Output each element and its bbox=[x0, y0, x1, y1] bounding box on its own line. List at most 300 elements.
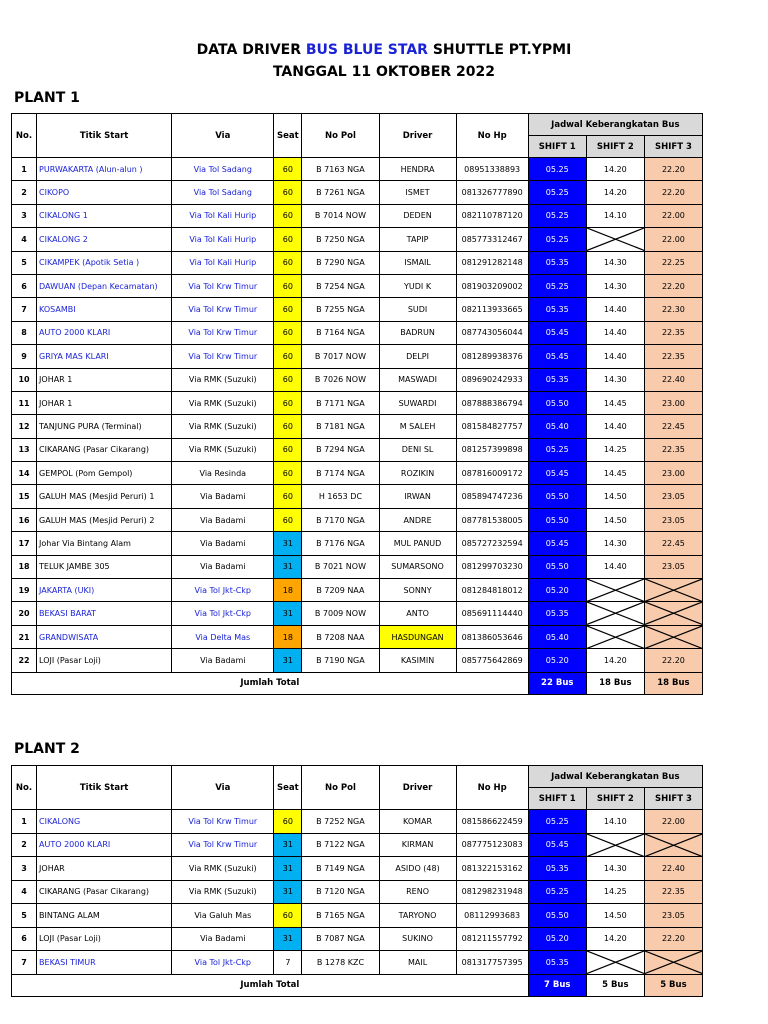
seat-count: 60 bbox=[274, 438, 302, 461]
shift2-time: 14.20 bbox=[586, 927, 644, 951]
route-via: Via Tol Kali Hurip bbox=[172, 251, 274, 274]
start-point: GALUH MAS (Mesjid Peruri) 2 bbox=[37, 508, 172, 531]
route-via: Via Tol Krw Timur bbox=[172, 321, 274, 344]
shift2-time: 14.20 bbox=[586, 649, 644, 672]
seat-count: 18 bbox=[274, 625, 302, 648]
shift1-time: 05.50 bbox=[528, 485, 586, 508]
start-point: CIKAMPEK (Apotik Setia ) bbox=[37, 251, 172, 274]
cross-icon bbox=[645, 626, 702, 648]
cross-icon bbox=[645, 602, 702, 624]
start-point: AUTO 2000 KLARI bbox=[37, 321, 172, 344]
start-point: CIKALONG bbox=[37, 810, 172, 834]
row-number: 13 bbox=[12, 438, 37, 461]
plate-number: B 7209 NAA bbox=[302, 579, 379, 602]
route-via: Via RMK (Suzuki) bbox=[172, 368, 274, 391]
seat-count: 60 bbox=[274, 904, 302, 928]
row-number: 2 bbox=[12, 833, 37, 857]
seat-count: 60 bbox=[274, 181, 302, 204]
start-point: CIKOPO bbox=[37, 181, 172, 204]
col-header-seat: Seat bbox=[274, 114, 302, 158]
plate-number: B 7190 NGA bbox=[302, 649, 379, 672]
seat-count: 60 bbox=[274, 274, 302, 297]
seat-count: 31 bbox=[274, 532, 302, 555]
phone-number: 081586622459 bbox=[456, 810, 528, 834]
col-header-start: Titik Start bbox=[37, 114, 172, 158]
route-via: Via Tol Krw Timur bbox=[172, 298, 274, 321]
shift3-time: 23.05 bbox=[644, 485, 702, 508]
phone-number: 085727232594 bbox=[456, 532, 528, 555]
seat-count: 60 bbox=[274, 251, 302, 274]
col-header-start: Titik Start bbox=[37, 766, 172, 810]
seat-count: 60 bbox=[274, 368, 302, 391]
row-number: 5 bbox=[12, 904, 37, 928]
shift1-time: 05.45 bbox=[528, 833, 586, 857]
table-row bbox=[12, 181, 703, 204]
row-number: 7 bbox=[12, 298, 37, 321]
phone-number: 085773312467 bbox=[456, 228, 528, 251]
phone-number: 082113933665 bbox=[456, 298, 528, 321]
row-number: 18 bbox=[12, 555, 37, 578]
seat-count: 31 bbox=[274, 649, 302, 672]
start-point: BINTANG ALAM bbox=[37, 904, 172, 928]
route-via: Via Tol Sadang bbox=[172, 158, 274, 181]
driver-name: HENDRA bbox=[379, 158, 456, 181]
row-number: 22 bbox=[12, 649, 37, 672]
shift3-time: 22.40 bbox=[644, 857, 702, 881]
table-row bbox=[12, 321, 703, 344]
cross-icon bbox=[587, 951, 644, 974]
plant1-table bbox=[11, 113, 703, 695]
shift3-time: 22.40 bbox=[644, 368, 702, 391]
shift1-time: 05.20 bbox=[528, 927, 586, 951]
shift-unavailable-cross bbox=[586, 579, 644, 602]
plate-number: B 7181 NGA bbox=[302, 415, 379, 438]
col-header-no: No. bbox=[12, 114, 37, 158]
table-row bbox=[12, 438, 703, 461]
seat-count: 31 bbox=[274, 555, 302, 578]
shift2-time: 14.30 bbox=[586, 857, 644, 881]
plate-number: B 7163 NGA bbox=[302, 158, 379, 181]
col-header-driver: Driver bbox=[379, 766, 456, 810]
plate-number: B 7174 NGA bbox=[302, 462, 379, 485]
cross-icon bbox=[587, 602, 644, 624]
col-header-no: No. bbox=[12, 766, 37, 810]
route-via: Via Badami bbox=[172, 555, 274, 578]
plate-number: B 7009 NOW bbox=[302, 602, 379, 625]
shift1-time: 05.25 bbox=[528, 274, 586, 297]
phone-number: 081211557792 bbox=[456, 927, 528, 951]
shift-unavailable-cross bbox=[644, 951, 702, 975]
driver-name: RENO bbox=[379, 880, 456, 904]
shift1-time: 05.50 bbox=[528, 904, 586, 928]
shift3-time: 22.45 bbox=[644, 415, 702, 438]
table-row bbox=[12, 274, 703, 297]
driver-name: ISMET bbox=[379, 181, 456, 204]
driver-name: MUL PANUD bbox=[379, 532, 456, 555]
shift2-time: 14.30 bbox=[586, 532, 644, 555]
col-header-shift1: SHIFT 1 bbox=[528, 136, 586, 158]
shift1-time: 05.35 bbox=[528, 368, 586, 391]
start-point: PURWAKARTA (Alun-alun ) bbox=[37, 158, 172, 181]
seat-count: 60 bbox=[274, 158, 302, 181]
shift2-time: 14.25 bbox=[586, 880, 644, 904]
shift-unavailable-cross bbox=[644, 579, 702, 602]
table-row bbox=[12, 391, 703, 414]
start-point: CIKARANG (Pasar Cikarang) bbox=[37, 880, 172, 904]
col-header-via: Via bbox=[172, 114, 274, 158]
seat-count: 60 bbox=[274, 508, 302, 531]
start-point: GALUH MAS (Mesjid Peruri) 1 bbox=[37, 485, 172, 508]
plate-number: B 7294 NGA bbox=[302, 438, 379, 461]
table-row bbox=[12, 532, 703, 555]
table-row bbox=[12, 602, 703, 625]
shift1-time: 05.45 bbox=[528, 462, 586, 485]
row-number: 6 bbox=[12, 274, 37, 297]
phone-number: 081299703230 bbox=[456, 555, 528, 578]
shift-unavailable-cross bbox=[586, 833, 644, 857]
row-number: 20 bbox=[12, 602, 37, 625]
shift2-time: 14.25 bbox=[586, 438, 644, 461]
row-number: 15 bbox=[12, 485, 37, 508]
row-number: 5 bbox=[12, 251, 37, 274]
shift2-time: 14.20 bbox=[586, 181, 644, 204]
seat-count: 31 bbox=[274, 880, 302, 904]
shift1-time: 05.45 bbox=[528, 345, 586, 368]
phone-number: 08951338893 bbox=[456, 158, 528, 181]
seat-count: 60 bbox=[274, 228, 302, 251]
driver-name: SUKINO bbox=[379, 927, 456, 951]
route-via: Via Tol Krw Timur bbox=[172, 810, 274, 834]
shift1-time: 05.25 bbox=[528, 181, 586, 204]
table-row bbox=[12, 462, 703, 485]
seat-count: 60 bbox=[274, 462, 302, 485]
start-point: CIKALONG 2 bbox=[37, 228, 172, 251]
driver-name: KASIMIN bbox=[379, 649, 456, 672]
table-row bbox=[12, 904, 703, 928]
driver-name: TARYONO bbox=[379, 904, 456, 928]
shift2-time: 14.40 bbox=[586, 415, 644, 438]
shift2-time: 14.50 bbox=[586, 485, 644, 508]
start-point: TANJUNG PURA (Terminal) bbox=[37, 415, 172, 438]
phone-number: 081322153162 bbox=[456, 857, 528, 881]
driver-name: KOMAR bbox=[379, 810, 456, 834]
phone-number: 081284818012 bbox=[456, 579, 528, 602]
shift3-time: 23.00 bbox=[644, 391, 702, 414]
seat-count: 60 bbox=[274, 321, 302, 344]
driver-name: DELPI bbox=[379, 345, 456, 368]
phone-number: 081326777890 bbox=[456, 181, 528, 204]
shift3-time: 22.20 bbox=[644, 181, 702, 204]
plant2-table bbox=[11, 765, 703, 997]
shift1-time: 05.50 bbox=[528, 555, 586, 578]
start-point: JAKARTA (UKI) bbox=[37, 579, 172, 602]
seat-count: 60 bbox=[274, 485, 302, 508]
plate-number: B 7014 NOW bbox=[302, 204, 379, 227]
shift2-time: 14.40 bbox=[586, 298, 644, 321]
row-number: 1 bbox=[12, 810, 37, 834]
shift-unavailable-cross bbox=[586, 228, 644, 251]
row-number: 21 bbox=[12, 625, 37, 648]
driver-name: M SALEH bbox=[379, 415, 456, 438]
start-point: Johar Via Bintang Alam bbox=[37, 532, 172, 555]
driver-name: ASIDO (48) bbox=[379, 857, 456, 881]
shift3-time: 22.00 bbox=[644, 810, 702, 834]
shift1-time: 05.20 bbox=[528, 649, 586, 672]
seat-count: 31 bbox=[274, 602, 302, 625]
shift3-time: 22.30 bbox=[644, 298, 702, 321]
col-header-seat: Seat bbox=[274, 766, 302, 810]
driver-name: DEDEN bbox=[379, 204, 456, 227]
route-via: Via RMK (Suzuki) bbox=[172, 880, 274, 904]
seat-count: 60 bbox=[274, 391, 302, 414]
col-header-nohp: No Hp bbox=[456, 766, 528, 810]
col-header-shift3: SHIFT 3 bbox=[644, 788, 702, 810]
cross-icon bbox=[645, 834, 702, 857]
route-via: Via RMK (Suzuki) bbox=[172, 438, 274, 461]
start-point: TELUK JAMBE 305 bbox=[37, 555, 172, 578]
table-row bbox=[12, 368, 703, 391]
shift1-time: 05.25 bbox=[528, 204, 586, 227]
driver-name: KIRMAN bbox=[379, 833, 456, 857]
route-via: Via Badami bbox=[172, 927, 274, 951]
plate-number: B 7170 NGA bbox=[302, 508, 379, 531]
route-via: Via RMK (Suzuki) bbox=[172, 415, 274, 438]
seat-count: 60 bbox=[274, 810, 302, 834]
start-point: GRIYA MAS KLARI bbox=[37, 345, 172, 368]
driver-name: BADRUN bbox=[379, 321, 456, 344]
start-point: KOSAMBI bbox=[37, 298, 172, 321]
seat-count: 7 bbox=[274, 951, 302, 975]
shift1-time: 05.45 bbox=[528, 532, 586, 555]
shift2-time: 14.40 bbox=[586, 321, 644, 344]
plate-number: B 1278 KZC bbox=[302, 951, 379, 975]
shift1-time: 05.40 bbox=[528, 415, 586, 438]
phone-number: 081584827757 bbox=[456, 415, 528, 438]
cross-icon bbox=[587, 626, 644, 648]
document-date: TANGGAL 11 OKTOBER 2022 bbox=[272, 64, 496, 80]
driver-name: HASDUNGAN bbox=[379, 625, 456, 648]
total-row bbox=[12, 974, 703, 996]
start-point: GRANDWISATA bbox=[37, 625, 172, 648]
col-header-driver: Driver bbox=[379, 114, 456, 158]
row-number: 1 bbox=[12, 158, 37, 181]
start-point: CIKARANG (Pasar Cikarang) bbox=[37, 438, 172, 461]
shift3-time: 22.20 bbox=[644, 158, 702, 181]
row-number: 8 bbox=[12, 321, 37, 344]
driver-name: IRWAN bbox=[379, 485, 456, 508]
table-row bbox=[12, 951, 703, 975]
shift2-time: 14.10 bbox=[586, 204, 644, 227]
total-shift1: 7 Bus bbox=[528, 974, 586, 996]
shift2-time: 14.50 bbox=[586, 508, 644, 531]
start-point: BEKASI BARAT bbox=[37, 602, 172, 625]
col-header-shift2: SHIFT 2 bbox=[586, 136, 644, 158]
phone-number: 081257399898 bbox=[456, 438, 528, 461]
shift3-time: 22.20 bbox=[644, 927, 702, 951]
title-prefix: DATA DRIVER bbox=[196, 42, 306, 58]
plate-number: B 7250 NGA bbox=[302, 228, 379, 251]
row-number: 16 bbox=[12, 508, 37, 531]
plate-number: B 7087 NGA bbox=[302, 927, 379, 951]
table-row bbox=[12, 345, 703, 368]
start-point: BEKASI TIMUR bbox=[37, 951, 172, 975]
start-point: GEMPOL (Pom Gempol) bbox=[37, 462, 172, 485]
col-header-nopol: No Pol bbox=[302, 114, 379, 158]
total-label: Jumlah Total bbox=[12, 672, 529, 694]
shift1-time: 05.25 bbox=[528, 228, 586, 251]
table-row bbox=[12, 415, 703, 438]
cross-icon bbox=[587, 579, 644, 601]
shift1-time: 05.25 bbox=[528, 158, 586, 181]
driver-name: DENI SL bbox=[379, 438, 456, 461]
shift1-time: 05.45 bbox=[528, 321, 586, 344]
plate-number: B 7122 NGA bbox=[302, 833, 379, 857]
cross-icon bbox=[587, 834, 644, 857]
col-header-nopol: No Pol bbox=[302, 766, 379, 810]
table-row bbox=[12, 857, 703, 881]
table-row bbox=[12, 833, 703, 857]
plate-number: B 7290 NGA bbox=[302, 251, 379, 274]
col-header-schedule: Jadwal Keberangkatan Bus bbox=[528, 114, 702, 136]
phone-number: 081298231948 bbox=[456, 880, 528, 904]
phone-number: 087781538005 bbox=[456, 508, 528, 531]
row-number: 6 bbox=[12, 927, 37, 951]
plate-number: B 7120 NGA bbox=[302, 880, 379, 904]
shift1-time: 05.25 bbox=[528, 880, 586, 904]
shift1-time: 05.35 bbox=[528, 857, 586, 881]
phone-number: 081903209002 bbox=[456, 274, 528, 297]
shift-unavailable-cross bbox=[586, 602, 644, 625]
total-shift2: 18 Bus bbox=[586, 672, 644, 694]
shift1-time: 05.50 bbox=[528, 508, 586, 531]
driver-name: MAIL bbox=[379, 951, 456, 975]
plate-number: B 7026 NOW bbox=[302, 368, 379, 391]
plate-number: B 7255 NGA bbox=[302, 298, 379, 321]
start-point: DAWUAN (Depan Kecamatan) bbox=[37, 274, 172, 297]
plate-number: B 7252 NGA bbox=[302, 810, 379, 834]
shift1-time: 05.35 bbox=[528, 951, 586, 975]
shift3-time: 23.05 bbox=[644, 904, 702, 928]
row-number: 7 bbox=[12, 951, 37, 975]
table-row bbox=[12, 649, 703, 672]
row-number: 2 bbox=[12, 181, 37, 204]
route-via: Via RMK (Suzuki) bbox=[172, 391, 274, 414]
route-via: Via Tol Jkt-Ckp bbox=[172, 602, 274, 625]
start-point: AUTO 2000 KLARI bbox=[37, 833, 172, 857]
row-number: 3 bbox=[12, 857, 37, 881]
phone-number: 081289938376 bbox=[456, 345, 528, 368]
shift1-time: 05.20 bbox=[528, 579, 586, 602]
driver-name: TAPIP bbox=[379, 228, 456, 251]
table-row bbox=[12, 158, 703, 181]
route-via: Via Tol Jkt-Ckp bbox=[172, 579, 274, 602]
total-label: Jumlah Total bbox=[12, 974, 529, 996]
phone-number: 087816009172 bbox=[456, 462, 528, 485]
shift1-time: 05.35 bbox=[528, 298, 586, 321]
plate-number: B 7171 NGA bbox=[302, 391, 379, 414]
shift3-time: 22.35 bbox=[644, 321, 702, 344]
start-point: JOHAR 1 bbox=[37, 368, 172, 391]
row-number: 9 bbox=[12, 345, 37, 368]
phone-number: 085691114440 bbox=[456, 602, 528, 625]
title-brand: BUS BLUE STAR bbox=[305, 42, 428, 58]
phone-number: 087743056044 bbox=[456, 321, 528, 344]
phone-number: 08112993683 bbox=[456, 904, 528, 928]
route-via: Via Resinda bbox=[172, 462, 274, 485]
start-point: LOJI (Pasar Loji) bbox=[37, 927, 172, 951]
row-number: 4 bbox=[12, 880, 37, 904]
start-point: JOHAR bbox=[37, 857, 172, 881]
plate-number: B 7254 NGA bbox=[302, 274, 379, 297]
table-row bbox=[12, 298, 703, 321]
col-header-shift1: SHIFT 1 bbox=[528, 788, 586, 810]
shift3-time: 23.05 bbox=[644, 555, 702, 578]
col-header-nohp: No Hp bbox=[456, 114, 528, 158]
seat-count: 60 bbox=[274, 298, 302, 321]
route-via: Via Tol Kali Hurip bbox=[172, 204, 274, 227]
shift3-time: 22.00 bbox=[644, 204, 702, 227]
route-via: Via Badami bbox=[172, 508, 274, 531]
table-row bbox=[12, 927, 703, 951]
route-via: Via Delta Mas bbox=[172, 625, 274, 648]
plate-number: B 7149 NGA bbox=[302, 857, 379, 881]
row-number: 14 bbox=[12, 462, 37, 485]
shift1-time: 05.35 bbox=[528, 251, 586, 274]
start-point: JOHAR 1 bbox=[37, 391, 172, 414]
start-point: LOJI (Pasar Loji) bbox=[37, 649, 172, 672]
row-number: 19 bbox=[12, 579, 37, 602]
phone-number: 085775642869 bbox=[456, 649, 528, 672]
phone-number: 089690242933 bbox=[456, 368, 528, 391]
shift-unavailable-cross bbox=[586, 625, 644, 648]
seat-count: 31 bbox=[274, 857, 302, 881]
seat-count: 60 bbox=[274, 345, 302, 368]
table-row bbox=[12, 810, 703, 834]
table-row bbox=[12, 228, 703, 251]
document-title bbox=[0, 42, 768, 58]
seat-count: 18 bbox=[274, 579, 302, 602]
shift2-time: 14.45 bbox=[586, 462, 644, 485]
seat-count: 31 bbox=[274, 833, 302, 857]
row-number: 10 bbox=[12, 368, 37, 391]
cross-icon bbox=[645, 951, 702, 974]
row-number: 17 bbox=[12, 532, 37, 555]
shift3-time: 22.45 bbox=[644, 532, 702, 555]
col-header-shift3: SHIFT 3 bbox=[644, 136, 702, 158]
plate-number: B 7165 NGA bbox=[302, 904, 379, 928]
plate-number: B 7164 NGA bbox=[302, 321, 379, 344]
shift2-time: 14.30 bbox=[586, 368, 644, 391]
phone-number: 087775123083 bbox=[456, 833, 528, 857]
driver-name: MASWADI bbox=[379, 368, 456, 391]
seat-count: 31 bbox=[274, 927, 302, 951]
shift2-time: 14.30 bbox=[586, 274, 644, 297]
shift3-time: 22.35 bbox=[644, 345, 702, 368]
driver-name: ROZIKIN bbox=[379, 462, 456, 485]
total-shift1: 22 Bus bbox=[528, 672, 586, 694]
total-shift2: 5 Bus bbox=[586, 974, 644, 996]
plate-number: B 7017 NOW bbox=[302, 345, 379, 368]
shift1-time: 05.25 bbox=[528, 438, 586, 461]
col-header-schedule: Jadwal Keberangkatan Bus bbox=[528, 766, 702, 788]
plate-number: B 7021 NOW bbox=[302, 555, 379, 578]
row-number: 12 bbox=[12, 415, 37, 438]
shift3-time: 22.00 bbox=[644, 228, 702, 251]
driver-name: SUDI bbox=[379, 298, 456, 321]
plant2-heading: PLANT 2 bbox=[14, 741, 80, 757]
plate-number: B 7176 NGA bbox=[302, 532, 379, 555]
shift1-time: 05.40 bbox=[528, 625, 586, 648]
